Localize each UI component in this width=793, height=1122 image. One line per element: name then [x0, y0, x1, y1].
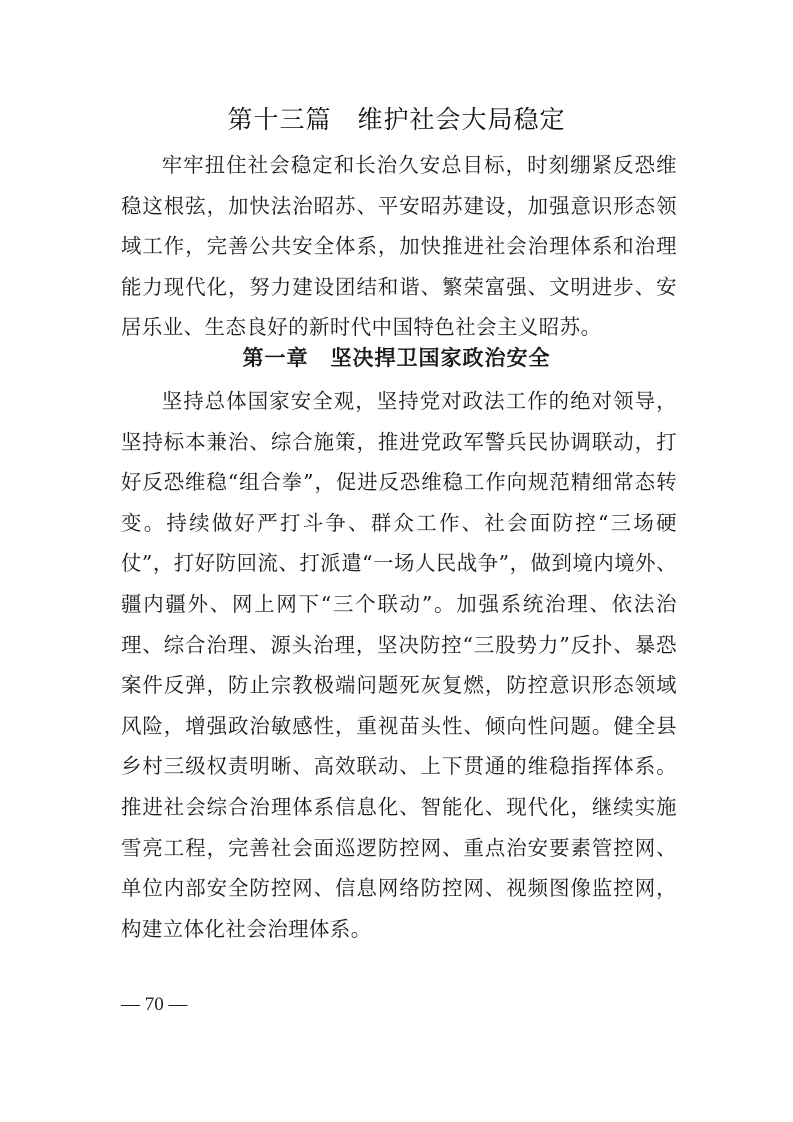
chapter-title: 第一章 坚决捍卫国家政治安全 [242, 346, 551, 370]
intro-paragraph: 牢牢扭住社会稳定和长治久安总目标，时刻绷紧反恐维稳这根弦，加快法治昭苏、平安昭苏建设，加强意识形态领域工作，完善公共安全体系，加快推进社会治理体系和治理能力现代化，努力建设团结和谐、繁荣富强、文明进步、安居乐业、生态良好的新时代中国特色社会主义昭苏。 [121, 153, 677, 340]
part-title: 第十三篇 维护社会大局稳定 [227, 105, 566, 134]
page-number: — 70 — [121, 994, 188, 1015]
chapter-paragraph: 坚持总体国家安全观，坚持党对政法工作的绝对领导，坚持标本兼治、综合施策，推进党政军警兵民协调联动，打好反恐维稳“组合拳”，促进反恐维稳工作向规范精细常态转变。持续做好严打斗争、群众工作、社会面防控“三场硬仗”，打好防回流、打派遣“一场人民战争”，做到境内境外、疆内疆外、网上网下“三个联动”。加强系统治理、依法治理、综合治理、源头治理，坚决防控“三股势力”反扑、暴恐案件反弹，防止宗教极端问题死灰复燃，防控意识形态领域风险，增强政治敏感性，重视苗头性、倾向性问题。健全县乡村三级权责明晰、高效联动、上下贯通的维稳指挥体系。推进社会综合治理体系信息化、智能化、现代化，继续实施雪亮工程，完善社会面巡逻防控网、重点治安要素管控网、单位内部安全防控网、信息网络防控网、视频图像监控网，构建立体化社会治理体系。 [121, 389, 677, 941]
